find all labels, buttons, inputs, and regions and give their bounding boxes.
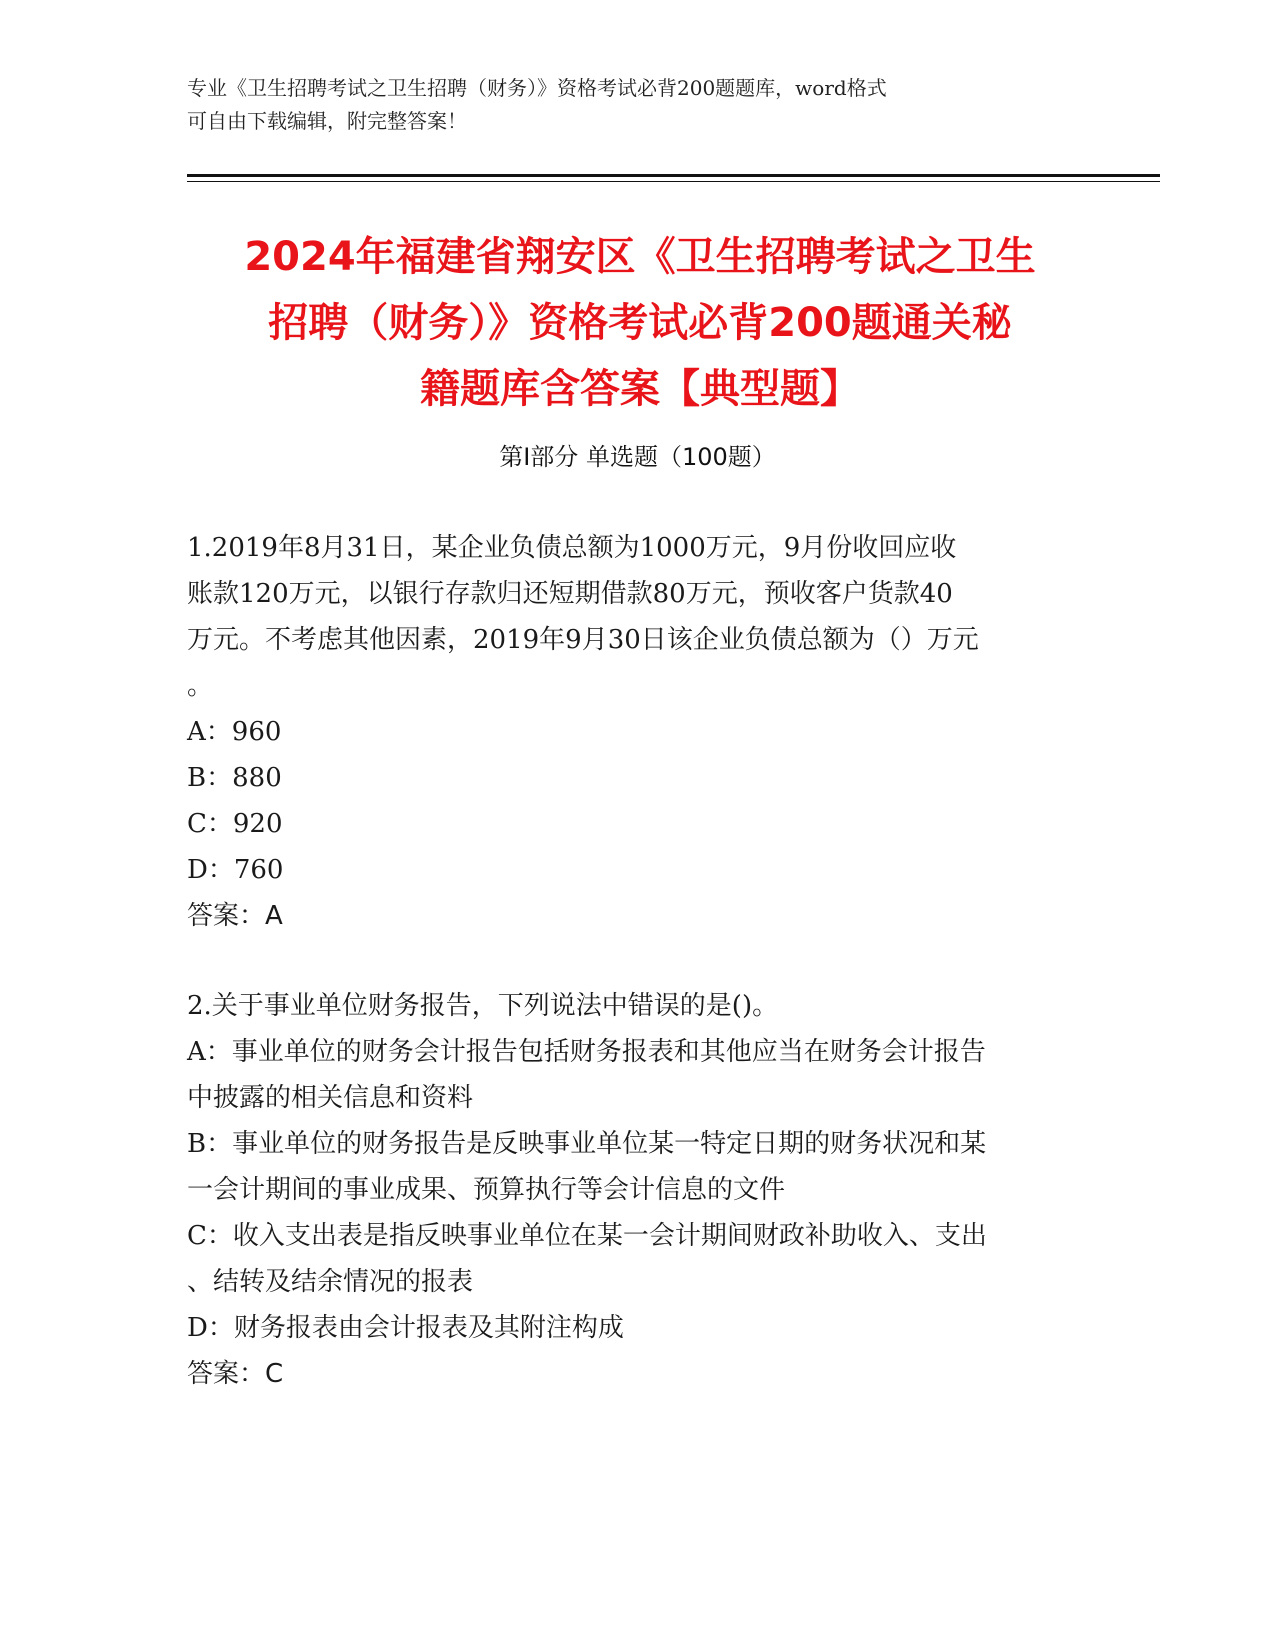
question-stem-line: 。 bbox=[187, 671, 214, 701]
question-stem-line: 万元。不考虑其他因素，2019年9月30日该企业负债总额为（）万元 bbox=[187, 625, 979, 655]
answer-line: 答案：A bbox=[187, 901, 283, 931]
option-b: B：880 bbox=[187, 763, 282, 793]
header-note-line: 可自由下载编辑，附完整答案！ bbox=[187, 109, 467, 133]
question-spacer bbox=[187, 939, 1087, 983]
document-title bbox=[190, 224, 1090, 422]
question-stem-line: 账款120万元，以银行存款归还短期借款80万元，预收客户货款40 bbox=[187, 579, 953, 609]
header-note bbox=[187, 72, 1087, 138]
option-c: C：920 bbox=[187, 809, 283, 839]
header-note-line: 专业《卫生招聘考试之卫生招聘（财务）》资格考试必背200题题库，word格式 bbox=[187, 76, 887, 100]
header-divider-thin bbox=[187, 181, 1160, 182]
option-d: D：财务报表由会计报表及其附注构成 bbox=[187, 1313, 624, 1343]
option-a: A：事业单位的财务会计报告包括财务报表和其他应当在财务会计报告 bbox=[187, 1037, 986, 1067]
option-b-continued: 一会计期间的事业成果、预算执行等会计信息的文件 bbox=[187, 1175, 786, 1205]
question-list bbox=[187, 525, 1087, 1397]
option-b: B：事业单位的财务报告是反映事业单位某一特定日期的财务状况和某 bbox=[187, 1129, 987, 1159]
question-item bbox=[187, 983, 1087, 1397]
section-title: 第I部分 单选题（100题） bbox=[499, 443, 776, 471]
title-line: 籍题库含答案【典型题】 bbox=[420, 366, 860, 412]
title-line: 招聘（财务）》资格考试必背200题通关秘 bbox=[268, 300, 1012, 346]
option-c-continued: 、结转及结余情况的报表 bbox=[187, 1267, 474, 1297]
title-line: 2024年福建省翔安区《卫生招聘考试之卫生 bbox=[244, 234, 1036, 280]
option-c: C：收入支出表是指反映事业单位在某一会计期间财政补助收入、支出 bbox=[187, 1221, 987, 1251]
header-divider-thick bbox=[187, 174, 1160, 177]
question-stem-line: 1.2019年8月31日，某企业负债总额为1000万元，9月份收回应收 bbox=[187, 533, 957, 563]
answer-line: 答案：C bbox=[187, 1359, 284, 1389]
option-a-continued: 中披露的相关信息和资料 bbox=[187, 1083, 474, 1113]
question-item bbox=[187, 525, 1087, 939]
question-stem-line: 2.关于事业单位财务报告，下列说法中错误的是()。 bbox=[187, 991, 779, 1021]
option-d: D：760 bbox=[187, 855, 284, 885]
option-a: A：960 bbox=[187, 717, 282, 747]
